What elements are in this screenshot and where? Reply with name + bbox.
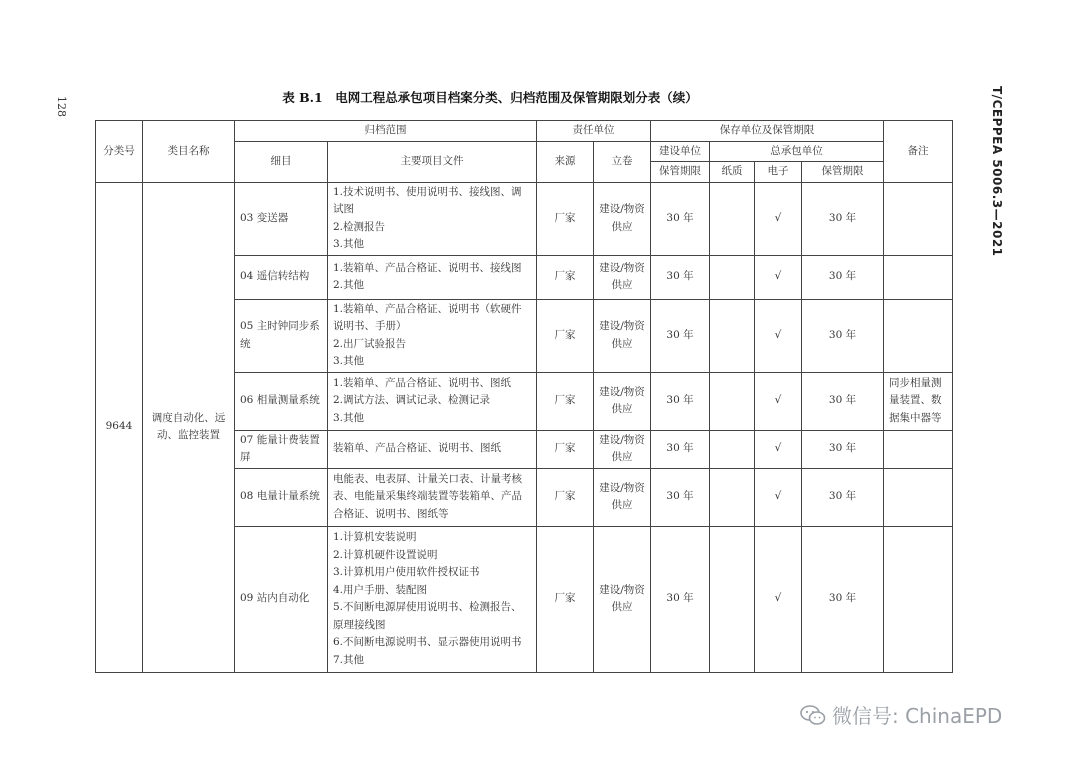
construction-period-cell: 30 年 [651,255,710,299]
header-archive-scope: 归档范围 [235,121,537,142]
electronic-check: √ [755,430,802,468]
filing-cell: 建设/物资供应 [594,526,651,672]
paper-cell [710,372,755,430]
electronic-check: √ [755,299,802,372]
files-cell [328,526,537,672]
filing-cell: 建设/物资供应 [594,430,651,468]
electronic-check: √ [755,468,802,526]
standard-code: T/CEPPEA 5006.3—2021 [990,86,1004,257]
epc-period-cell: 30 年 [802,468,884,526]
files-cell [328,430,537,468]
paper-cell [710,430,755,468]
source-cell: 厂家 [537,255,594,299]
electronic-check: √ [755,372,802,430]
source-cell: 厂家 [537,526,594,672]
file-line: 2.调试方法、调试记录、检测记录 [333,394,491,407]
remarks-cell [884,182,953,255]
epc-period-cell: 30 年 [802,299,884,372]
header-storage-unit-period: 保存单位及保管期限 [651,121,884,142]
detail-cell: 06 相量测量系统 [235,372,328,430]
construction-period-cell: 30 年 [651,299,710,372]
header-main-files: 主要项目文件 [328,141,537,182]
file-line: 装箱单、产品合格证、说明书、图纸 [333,442,501,455]
files-cell [328,182,537,255]
watermark-text: 微信号: ChinaEPD [832,704,1003,728]
file-line: 4.用户手册、装配图 [333,583,428,596]
filing-cell: 建设/物资供应 [594,468,651,526]
source-cell: 厂家 [537,430,594,468]
header-source: 来源 [537,141,594,182]
epc-period-cell: 30 年 [802,182,884,255]
epc-period-cell: 30 年 [802,255,884,299]
category-name-cell: 调度自动化、远动、监控装置 [143,182,235,672]
archive-table [95,120,953,673]
remarks-cell [884,299,953,372]
files-cell [328,299,537,372]
file-line: 6.不间断电源说明书、显示器使用说明书 [333,636,522,648]
construction-period-cell: 30 年 [651,372,710,430]
detail-cell: 04 遥信转结构 [235,255,328,299]
classification-no-cell: 9644 [96,182,143,672]
detail-cell: 07 能量计费装置屏 [235,430,328,468]
file-line: 1.装箱单、产品合格证、说明书、图纸 [333,376,512,389]
epc-period-cell: 30 年 [802,372,884,430]
paper-cell [710,255,755,299]
electronic-check: √ [755,526,802,672]
header-responsible-unit: 责任单位 [537,121,651,142]
file-line: 1.技术说明书、使用说明书、接线图、调试图 [333,185,522,215]
remarks-cell: 同步相量测量装置、数据集中器等 [884,372,953,430]
file-line: 1.装箱单、产品合格证、说明书（软硬件说明书、手册） [333,302,522,332]
detail-cell: 05 主时钟同步系统 [235,299,328,372]
table-row [96,182,953,255]
construction-period-cell: 30 年 [651,468,710,526]
remarks-cell [884,468,953,526]
file-line: 3.其他 [333,411,365,424]
source-cell: 厂家 [537,468,594,526]
remarks-cell [884,255,953,299]
detail-cell: 08 电量计量系统 [235,468,328,526]
file-line: 2.其他 [333,279,365,291]
file-line: 1.装箱单、产品合格证、说明书、接线图 [333,261,522,274]
header-remarks: 备注 [884,121,953,183]
header-epc-unit: 总承包单位 [710,141,884,162]
watermark [800,700,1002,729]
paper-cell [710,468,755,526]
electronic-check: √ [755,182,802,255]
wechat-icon [800,704,826,726]
epc-period-cell: 30 年 [802,526,884,672]
remarks-cell [884,526,953,672]
files-cell [328,468,537,526]
file-line: 7.其他 [333,653,365,666]
construction-period-cell: 30 年 [651,430,710,468]
detail-cell: 03 变送器 [235,182,328,255]
file-line: 2.检测报告 [333,220,386,233]
paper-cell [710,526,755,672]
file-line: 3.其他 [333,355,365,367]
source-cell: 厂家 [537,299,594,372]
source-cell: 厂家 [537,182,594,255]
epc-period-cell: 30 年 [802,430,884,468]
file-line: 电能表、电表屏、计量关口表、计量考核表、电能量采集终端装置等装箱单、产品合格证、说明书、图纸等 [333,472,522,520]
page-number: 128 [55,96,68,117]
electronic-check: √ [755,255,802,299]
header-classification-no: 分类号 [96,121,143,183]
filing-cell: 建设/物资供应 [594,255,651,299]
file-line: 3.计算机用户使用软件授权证书 [333,566,480,578]
file-line: 1.计算机安装说明 [333,531,417,543]
filing-cell: 建设/物资供应 [594,299,651,372]
files-cell [328,255,537,299]
header-paper: 纸质 [710,162,755,183]
file-line: 5.不间断电源屏使用说明书、检测报告、原理接线图 [333,601,522,631]
header-retention-period-epc: 保管期限 [802,162,884,183]
filing-cell: 建设/物资供应 [594,182,651,255]
file-line: 3.其他 [333,238,365,250]
header-filing: 立卷 [594,141,651,182]
table-title: 表 B.1 电网工程总承包项目档案分类、归档范围及保管期限划分表（续） [282,90,698,105]
header-detail: 细目 [235,141,328,182]
filing-cell: 建设/物资供应 [594,372,651,430]
file-line: 2.计算机硬件设置说明 [333,548,438,561]
file-line: 2.出厂试验报告 [333,337,407,350]
remarks-cell [884,430,953,468]
header-construction-unit: 建设单位 [651,141,710,162]
construction-period-cell: 30 年 [651,526,710,672]
header-retention-period: 保管期限 [651,162,710,183]
header-category-name: 类目名称 [143,121,235,183]
files-cell [328,372,537,430]
header-electronic: 电子 [755,162,802,183]
detail-cell: 09 站内自动化 [235,526,328,672]
paper-cell [710,299,755,372]
source-cell: 厂家 [537,372,594,430]
paper-cell [710,182,755,255]
construction-period-cell: 30 年 [651,182,710,255]
